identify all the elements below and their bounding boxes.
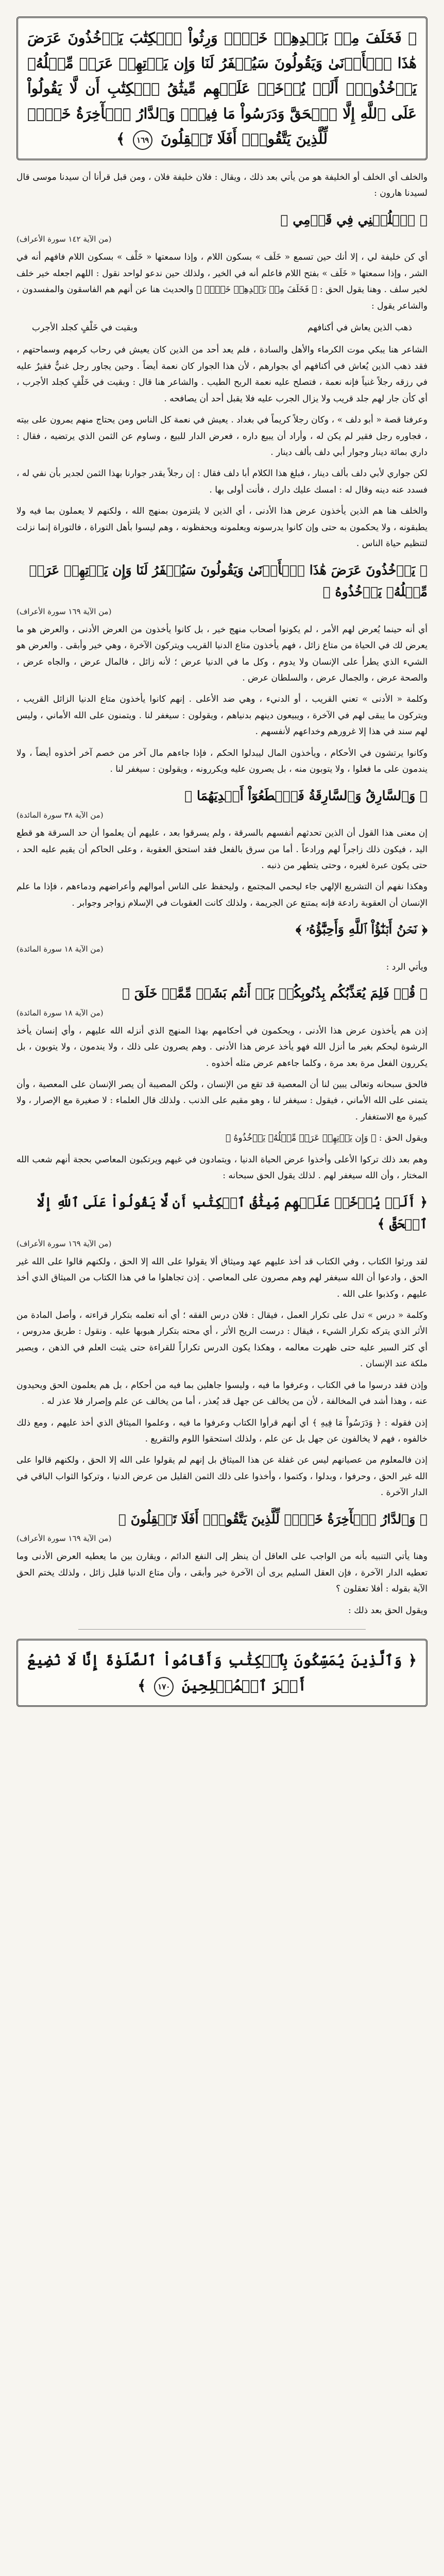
commentary-paragraph: وكلمة « درس » تدل على تكرار العمل ، فيقال : فلان درس الفقه ؛ أي أنه تعلمه بتكرار قراءته ، وأصل المادة من الأثر الذي يتركه تكرار الشيء ، فيقال : درست الريح الأثر ، أي محته بتكرار هبوبها عليه . ونقول : طريق مدروس ، أي كثر السير عليه حتى ظهرت معالمه ، وهكذا يكون الدرس تكراراً للقراءة حتى يثبت العلم في الذهن ، ويصير ملكة عند الإنسان . <box>16 1310 428 1369</box>
verse-reference: (من الآية ١٨ سورة المائدة) <box>16 1008 104 1018</box>
verse-reference: (من الآية ١٦٩ سورة الأعراف) <box>16 1534 112 1544</box>
commentary-paragraph: وهكذا نفهم أن التشريع الإلهي جاء ليحمي المجتمع ، وليحفظ على الناس أموالهم وأعراضهم ودماءهم ، فإذا ما علم الإنسان أن العقوبة رادعة فإنه يمتنع عن الجريمة ، ولذلك كانت العقوبات في الإسلام زواجر وجوابر . <box>16 882 428 908</box>
document-page <box>16 0 428 1726</box>
verse-reference: (من الآية ١٤٢ سورة الأعراف) <box>16 234 112 244</box>
commentary-paragraph: الشاعر هنا يبكي موت الكرماء والأهل والسادة ، فلم يعد أحد من الذين كان يعيش في رحاب كرمهم وسماحتهم ، فقد ذهب الذين يُعاش في أكنافهم أي بجوارهم ، لأن هذا الجوار كان نعمة أيضاً . وحين يجاور رجل غنيٌّ فقيرٌ عليه في رزقه رجلاً غنياً فإنه نعمة ، فتصلح عليه نعمة الربح الطيب . والشاعر هنا قال : وبقيت في خَلْفٍ كجلد الأجرب ، أي كأن جار لهم جلد قريب ولا يزال الجرب عليه فلا يقبل أحد أن يصافحه . <box>16 345 428 404</box>
poem-block <box>16 319 428 336</box>
top-verse-box <box>16 16 428 160</box>
commentary-paragraph: إذن هم يأخذون عرض هذا الأدنى ، ويحكمون في أحكامهم بهذا المنهج الذي أنزله الله عليهم ، وأي إنسان يأخذ الرشوة ليحكم بغير ما أنزل الله فهو يأخذ عرض هذا الأدنى . وهم يصرون على ذلك ، ولا يندمون ، ولا يتوبون ، بل يكررون الفعل مرة بعد مرة ، وكلما جاءهم عرض مثله أخذوه . <box>16 1025 428 1069</box>
commentary-paragraph: وإذن فقد درسوا ما في الكتاب ، وعرفوا ما فيه ، وليسوا جاهلين بما فيه من أحكام ، بل هم يعلمون الحق ويحيدون عنه ، وهذا أشد في المخالفة ، لأن من يخالف عن جهل قد يُعذر ، أما من يخالف عن علم وإصرار فلا عذر له . <box>16 1380 428 1407</box>
commentary-paragraph: أي كن خليفة لي ، إلا أنك حين تسمع « خَلَف » بسكون اللام ، وإذا سمعتها « خَلْف » بسكون اللام فافهم أنه في الشر ، وإذا سمعتها « خَلَف » بفتح اللام فاعلم أنه في الخير ، ولذلك حين ندعو لواحد نقول : اللهم اجعله خير خلف لخير سلف . وهنا يقول الحق : ﴿ فَخَلَفَ مِنۢ بَعۡدِهِمۡ خَلۡفٞ ﴾ والحديث هنا عن أنهم هم الفاسقون والمفسدون ، والشاعر يقول : <box>16 252 428 311</box>
commentary-paragraph: لقد ورثوا الكتاب ، وفي الكتاب قد أخذ عليهم عهد وميثاق ألا يقولوا على الله إلا الحق ، ولكنهم قالوا على الله غير الحق ، وادعوا أن الله سيغفر لهم وهم مصرون على المعاصي . إذن تجاهلوا ما في هذا الكتاب من الميثاق الذي أخذ عليهم ، وكذبوا على الله . <box>16 1256 428 1299</box>
commentary-paragraph: ويأتي الرد : <box>386 961 428 972</box>
commentary-paragraph: إذن فالمعلوم من عصيانهم ليس عن غفلة عن هذا الميثاق بل إنهم لم يقولوا على الله إلا الحق ، ولكنهم قالوا على الله غير الحق ، وحرفوا ، وبدلوا ، وكتموا ، وأخذوا على ذلك الثمن القليل من عرض الدنيا ، وتركوا الثواب الباقي في الدار الآخرة . <box>16 1455 428 1498</box>
commentary-paragraph: وهم بعد ذلك تركوا الأعلى وأخذوا عرض الحياة الدنيا ، ويتمادون في غيهم ويرتكبون المعاصي بحجة أنهم شعب الله المختار ، وأن الله سيغفر لهم . لذلك يقول الحق سبحانه : <box>16 1154 428 1181</box>
verse-reference: (من الآية ١٦٩ سورة الأعراف) <box>16 606 112 616</box>
verse-close-bracket: ﴾ <box>116 130 125 147</box>
quoted-verse: ﴿ وَٱلدَّارُ ٱلۡأٓخِرَةُ خَيۡرٞ لِّلَّذِينَ يَتَّقُونَۚ أَفَلَا تَعۡقِلُونَ ﴾ <box>118 1511 428 1527</box>
verse-reference: (من الآية ١٨ سورة المائدة) <box>16 944 104 954</box>
commentary-paragraph: والخلف هنا هم الذين يأخذون عرض هذا الأدنى ، أي الذين لا يلتزمون بمنهج الله ، ولكنهم لا يعملون بما فيه ولا يطبقونه ، ولا يحكمون به حتى وإن كانوا يدرسونه ويعلمونه ويحفظونه ، وهم ليسوا بأهل التوراة ، فالتوراة إنما نزلت لتنظيم حياة الناس . <box>16 506 428 549</box>
verse-reference: (من الآية ١٦٩ سورة الأعراف) <box>16 1239 112 1248</box>
bottom-verse-content: ﴿ وَٱلَّذِينَ يُمَسِّكُونَ بِٱلۡكِتَٰبِ وَأَقَامُواْ ٱلصَّلَوٰةَ إِنَّا لَا نُضِيعُ أَجۡرَ ٱلۡمُصۡلِحِينَ <box>27 1652 417 1694</box>
ayah-number-badge: ١٦٩ <box>133 130 152 150</box>
commentary-paragraph: وهنا يأتي التنبيه بأنه من الواجب على العاقل أن ينظر إلى النفع الدائم ، ويقارن بين ما يعطيه العرض الأدنى وما تعطيه الدار الآخرة ، فإن العقل السليم يرى أن الآخرة خير وأبقى ، وأن متاع الدنيا قليل زائل ، ولذلك يختم الحق الآية بقوله : أفلا تعقلون ؟ <box>16 1551 428 1595</box>
quoted-verse: ﴿ نَحۡنُ أَبۡنَٰٓؤُاْ ٱللَّهِ وَأَحِبَّٰٓؤُهُۥ ﴾ <box>295 922 428 937</box>
commentary-paragraph: والخلف أي الخلف أو الخليفة هو من يأتي بعد ذلك ، ويقال : فلان خليفة فلان ، ومن قبل قرأنا أن سيدنا موسى قال لسيدنا هارون : <box>16 172 428 199</box>
ayah-number-badge: ١٧٠ <box>154 1677 174 1697</box>
commentary-paragraph: إذن فقوله : ﴿ وَدَرَسُواْ مَا فِيهِ ﴾ أي أنهم قرأوا الكتاب وعرفوا ما فيه ، وعلموا الميثاق الذي أخذ عليهم ، ومع ذلك خالفوه ، فهم لا يخالفون عن جهل بل عن علم ، ولذلك استحقوا اللوم والتقريع . <box>16 1417 428 1445</box>
commentary-paragraph: وكانوا يرتشون في الأحكام ، ويأخذون المال ليبدلوا الحكم ، فإذا جاءهم مال آخر من خصم آخر أخذوه أيضاً ، ولا يندمون على ما فعلوا ، ولا يتوبون منه ، بل يصرون عليه ويكررونه ، ويقولون : سيغفر لنا . <box>16 748 428 775</box>
bottom-verse-text <box>27 1648 417 1698</box>
commentary-paragraph: أي أنه حينما يُعرض لهم الأمر ، لم يكونوا أصحاب منهج خير ، بل كانوا يأخذون من العرض الأدنى ، والعرض هو ما يعرض لك في الحياة من متاع زائل ، فهم يأخذون متاع الدنيا القريب ويتركون الآخرة ، وهي خير وأبقى . والعرض هو الشيء الذي يطرأ على الإنسان ولا يدوم ، وكل ما في الدنيا عرض ؛ لأنه زائل ، فالمال عرض ، والجاه عرض ، والصحة عرض ، والجمال عرض ، والسلطان عرض . <box>16 624 428 683</box>
commentary-paragraph: إن معنى هذا القول أن الذين تحدثهم أنفسهم بالسرقة ، ولم يسرقوا بعد ، عليهم أن يعلموا أن حد السرقة هو قطع اليد ، فيكون ذلك زاجراً لهم ورادعاً . أما من سرق بالفعل فقد استحق العقوبة ، وعلى الحاكم أن يقيم عليه الحد ، حتى يكون عبرة لغيره ، وحتى يتطهر من ذنبه . <box>16 828 428 871</box>
commentary-paragraph: وكلمة « الأدنى » تعني القريب ، أو الدنيء ، وهي ضد الأعلى . إنهم كانوا يأخذون متاع الدنيا الزائل القريب ، ويتركون ما يبقى لهم في الآخرة ، ويبيعون دينهم بدنياهم ، ويقولون : سيغفر لنا . ويتمنون على الله الأماني ، وليس لهم سند في هذا إلا غرورهم وخداعهم لأنفسهم . <box>16 694 428 737</box>
commentary-paragraph: وعرفنا قصة « أبو دلف » ، وكان رجلاً كريماً في بغداد . يعيش في نعمة كل الناس ومن يحتاج منهم يمرون على بيته ، فجاوره رجل فقير لم يكن له ، وأراد أن يبيع داره ، فعرض الدار للبيع ، وساوم عن الثمن الذي يرتضيه ، فقال : داري بمائة دينار وجوار أبي دلف بألف دينار . <box>16 415 428 458</box>
commentary-paragraph: فالحق سبحانه وتعالى يبين لنا أن المعصية قد تقع من الإنسان ، ولكن المصيبة أن يصر الإنسان على المعصية ، وأن يتمنى على الله الأماني ، فيقول : سيغفر لنا ، وهو مقيم على الذنب . ولذلك قال العلماء : لا صغيرة مع الإصرار ، ولا كبيرة مع الاستغفار . <box>16 1079 428 1122</box>
quoted-verse: ﴿ ٱخۡلُفۡنِي فِي قَوۡمِي ﴾ <box>280 212 428 227</box>
commentary-paragraph: ويقول الحق : ﴿ وَإِن يَأۡتِهِمۡ عَرَضٞ مِّثۡلُهُۥ يَأۡخُذُوهُ ﴾ <box>225 1133 428 1144</box>
poem-line <box>16 319 428 336</box>
verse-close-bracket: ﴾ <box>138 1677 146 1694</box>
top-verse-content: ﴿ فَخَلَفَ مِنۢ بَعۡدِهِمۡ خَلۡفٞ وَرِثُواْ ٱلۡكِتَٰبَ يَأۡخُذُونَ عَرَضَ هَٰذَا ٱلۡأَدۡنَىٰ وَيَقُولُونَ سَيُغۡفَرُ لَنَا وَإِن يَأۡتِهِمۡ عَرَضٞ مِّثۡلُهُۥ يَأۡخُذُوهُۚ أَلَمۡ يُؤۡخَذۡ عَلَيۡهِم مِّيثَٰقُ ٱلۡكِتَٰبِ أَن لَّا يَقُولُواْ عَلَى ٱللَّهِ إِلَّا ٱلۡحَقَّ وَدَرَسُواْ مَا فِيهِۗ وَٱلدَّارُ ٱلۡأٓخِرَةُ خَيۡرٞ لِّلَّذِينَ يَتَّقُونَۚ أَفَلَا تَعۡقِلُونَ <box>27 29 417 147</box>
poem-second-hemistich: وبقيت في خَلْفٍ كجلد الأجرب <box>32 323 138 333</box>
quoted-verse: ﴿ يَأۡخُذُونَ عَرَضَ هَٰذَا ٱلۡأَدۡنَىٰ وَيَقُولُونَ سَيُغۡفَرُ لَنَا وَإِن يَأۡتِهِمۡ عَرَضٞ مِّثۡلُهُۥ يَأۡخُذُوهُ ﴾ <box>29 562 428 600</box>
commentary-body <box>16 170 428 1619</box>
commentary-paragraph: ويقول الحق بعد ذلك : <box>348 1605 428 1616</box>
top-verse-text <box>27 25 417 151</box>
quoted-verse: ﴿ قُلۡ فَلِمَ يُعَذِّبُكُم بِذُنُوبِكُمۖ بَلۡ أَنتُم بَشَرٞ مِّمَّنۡ خَلَقَ ﴾ <box>122 986 428 1001</box>
bottom-verse-box <box>16 1639 428 1707</box>
poem-first-hemistich: ذهب الذين يعاش في أكنافهم <box>308 323 412 333</box>
quoted-verse: ﴿ أَلَمۡ يُؤۡخَذۡ عَلَيۡهِم مِّيثَٰقُ ٱلۡكِتَٰبِ أَن لَّا يَقُولُواْ عَلَى ٱللَّهِ إِلَّا ٱلۡحَقَّ ﴾ <box>37 1194 428 1232</box>
quoted-verse: ﴿ وَٱلسَّارِقُ وَٱلسَّارِقَةُ فَٱقۡطَعُوٓاْ أَيۡدِيَهُمَا ﴾ <box>184 788 428 803</box>
verse-reference: (من الآية ٣٨ سورة المائدة) <box>16 810 104 820</box>
commentary-paragraph: لكن جواري لأبي دلف بألف دينار ، فبلغ هذا الكلام أبا دلف فقال : إن رجلاً يقدر جوارنا بهذا الثمن لجدير بأن نفي له ، فسدد عنه دينه وقال له : امسك عليك دارك ، فأنت أولى بها . <box>16 468 428 495</box>
section-divider <box>78 1629 366 1630</box>
